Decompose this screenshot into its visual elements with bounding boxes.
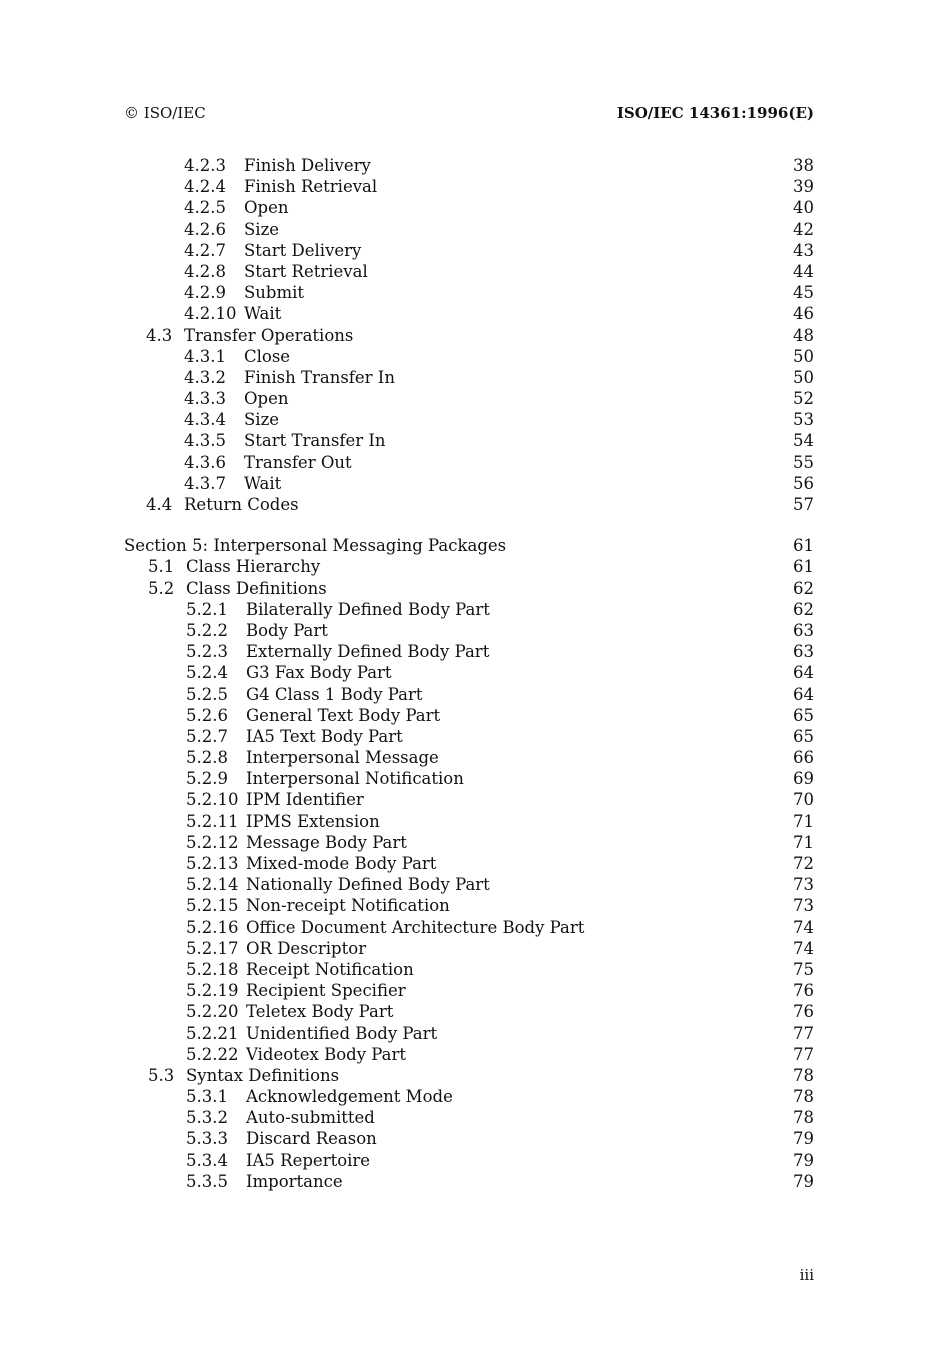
toc-entry[interactable]: [0, 176, 950, 197]
toc-entry[interactable]: [0, 430, 950, 451]
toc-entry[interactable]: [0, 1023, 950, 1044]
toc-entry-title: IPM Identifier: [246, 789, 370, 810]
toc-entry-title: Videotex Body Part: [246, 1044, 412, 1065]
toc-entry-title: Mixed-mode Body Part: [246, 853, 442, 874]
toc-entry-page: 77: [793, 1044, 814, 1064]
table-of-contents: [0, 155, 950, 1192]
toc-entry-title: Transfer Operations: [184, 325, 359, 346]
toc-entry-number: 4.3.5: [184, 430, 232, 451]
toc-entry-number: 4.3: [146, 325, 178, 346]
toc-entry-page: 65: [793, 726, 814, 746]
toc-entry-page: 55: [793, 452, 814, 472]
toc-entry-title: Finish Transfer In: [244, 367, 401, 388]
toc-entry[interactable]: [0, 895, 950, 916]
toc-entry-page: 75: [793, 959, 814, 979]
toc-entry[interactable]: [0, 535, 950, 556]
toc-entry[interactable]: [0, 346, 950, 367]
toc-entry-number: 5.2.2: [186, 620, 234, 641]
toc-entry-page: 73: [793, 896, 814, 916]
toc-entry-page: 74: [793, 938, 814, 958]
toc-entry-number: 5.2.17: [186, 938, 244, 959]
toc-entry-page: 52: [793, 389, 814, 409]
toc-entry-title: Auto-submitted: [246, 1107, 381, 1128]
toc-entry-page: 44: [793, 261, 814, 281]
toc-entry-title: Return Codes: [184, 494, 305, 515]
toc-entry[interactable]: [0, 1001, 950, 1022]
toc-entry-page: 66: [793, 748, 814, 768]
toc-entry[interactable]: [0, 620, 950, 641]
toc-entry-page: 76: [793, 1002, 814, 1022]
toc-entry-title: Class Definitions: [186, 578, 333, 599]
toc-entry-number: 5.2.8: [186, 747, 234, 768]
toc-entry-page: 48: [793, 325, 814, 345]
toc-entry-title: General Text Body Part: [246, 705, 446, 726]
toc-entry-page: 50: [793, 367, 814, 387]
toc-entry[interactable]: [0, 578, 950, 599]
toc-entry-title: Bilaterally Defined Body Part: [246, 599, 496, 620]
toc-entry-number: 5.3.3: [186, 1128, 234, 1149]
toc-entry-title: Importance: [246, 1171, 349, 1192]
toc-entry[interactable]: [0, 219, 950, 240]
toc-entry[interactable]: [0, 303, 950, 324]
toc-entry-number: 4.3.4: [184, 409, 232, 430]
toc-entry-page: 39: [793, 177, 814, 197]
toc-entry-number: 4.3.6: [184, 452, 232, 473]
toc-entry-page: 76: [793, 981, 814, 1001]
toc-entry-title: IPMS Extension: [246, 811, 386, 832]
toc-entry-number: 5.2.22: [186, 1044, 244, 1065]
toc-entry-number: 5.2.14: [186, 874, 244, 895]
toc-entry-page: 78: [793, 1065, 814, 1085]
toc-entry[interactable]: [0, 599, 950, 620]
toc-entry-title: OR Descriptor: [246, 938, 372, 959]
toc-entry-page: 38: [793, 156, 814, 175]
toc-entry-page: 43: [793, 240, 814, 260]
toc-entry-number: 4.3.1: [184, 346, 232, 367]
toc-entry[interactable]: [0, 768, 950, 789]
toc-entry-page: 79: [793, 1150, 814, 1170]
toc-entry-title: G3 Fax Body Part: [246, 662, 398, 683]
toc-entry-page: 62: [793, 599, 814, 619]
toc-entry[interactable]: [0, 197, 950, 218]
toc-entry-number: 4.2.7: [184, 240, 232, 261]
toc-entry[interactable]: [0, 240, 950, 261]
toc-entry[interactable]: [0, 938, 950, 959]
toc-entry-page: 40: [793, 198, 814, 218]
toc-entry-number: 5.3.2: [186, 1107, 234, 1128]
toc-entry-page: 71: [793, 832, 814, 852]
toc-entry[interactable]: [0, 1107, 950, 1128]
toc-entry[interactable]: [0, 832, 950, 853]
toc-entry-page: 78: [793, 1087, 814, 1107]
toc-entry[interactable]: [0, 388, 950, 409]
toc-entry-number: 5.2.4: [186, 662, 234, 683]
toc-entry-number: 4.2.6: [184, 219, 232, 240]
toc-entry-number: 5.2.12: [186, 832, 244, 853]
toc-entry-title: Body Part: [246, 620, 334, 641]
toc-entry-number: 5.3.1: [186, 1086, 234, 1107]
toc-entry[interactable]: [0, 980, 950, 1001]
toc-entry-title: Message Body Part: [246, 832, 413, 853]
toc-entry-page: 61: [793, 536, 814, 556]
toc-entry-page: 69: [793, 769, 814, 789]
toc-entry[interactable]: [0, 452, 950, 473]
toc-entry-number: 5.2.5: [186, 684, 234, 705]
toc-entry-number: 5.2.19: [186, 980, 244, 1001]
toc-entry-title: Teletex Body Part: [246, 1001, 399, 1022]
toc-entry-number: 5.2.6: [186, 705, 234, 726]
toc-entry-number: 4.3.3: [184, 388, 232, 409]
toc-entry[interactable]: [0, 1044, 950, 1065]
toc-entry-page: 63: [793, 642, 814, 662]
toc-entry-number: 5.2.18: [186, 959, 244, 980]
toc-entry-title: Interpersonal Notification: [246, 768, 470, 789]
toc-entry-title: Office Document Architecture Body Part: [246, 917, 590, 938]
toc-entry[interactable]: [0, 473, 950, 494]
toc-entry-page: 53: [793, 410, 814, 430]
toc-entry-title: Start Delivery: [244, 240, 367, 261]
toc-entry-page: 77: [793, 1023, 814, 1043]
toc-entry[interactable]: [0, 874, 950, 895]
toc-entry-page: 46: [793, 304, 814, 324]
toc-entry[interactable]: [0, 261, 950, 282]
toc-entry-page: 78: [793, 1108, 814, 1128]
toc-entry-title: Finish Retrieval: [244, 176, 383, 197]
toc-entry-title: Interpersonal Message: [246, 747, 445, 768]
toc-entry-title: Discard Reason: [246, 1128, 383, 1149]
toc-entry-page: 65: [793, 705, 814, 725]
toc-entry[interactable]: [0, 409, 950, 430]
toc-entry-number: 4.2.10: [184, 303, 242, 324]
toc-entry-title: Open: [244, 197, 294, 218]
toc-entry[interactable]: [0, 556, 950, 577]
toc-entry-page: 64: [793, 663, 814, 683]
toc-entry-title: Wait: [244, 473, 287, 494]
toc-entry-title: Size: [244, 219, 285, 240]
toc-entry-title: Acknowledgement Mode: [246, 1086, 459, 1107]
toc-entry[interactable]: [0, 641, 950, 662]
toc-entry[interactable]: [0, 662, 950, 683]
toc-entry-number: 4.2.8: [184, 261, 232, 282]
toc-entry-number: 5.2.10: [186, 789, 244, 810]
toc-entry-number: 5.3.5: [186, 1171, 234, 1192]
toc-entry-title: Open: [244, 388, 294, 409]
toc-entry[interactable]: [0, 917, 950, 938]
toc-entry-page: 57: [793, 495, 814, 514]
toc-entry-number: 4.4: [146, 494, 178, 515]
toc-entry-title: IA5 Text Body Part: [246, 726, 409, 747]
toc-entry-page: 74: [793, 917, 814, 937]
header-right: ISO/IEC 14361:1996(E): [616, 104, 814, 122]
toc-entry-page: 62: [793, 578, 814, 598]
toc-entry-number: 4.2.3: [184, 155, 232, 176]
toc-entry-title: Non-receipt Notification: [246, 895, 456, 916]
toc-entry-number: 4.3.7: [184, 473, 232, 494]
toc-entry[interactable]: [0, 1065, 950, 1086]
toc-entry-page: 79: [793, 1171, 814, 1191]
toc-entry-page: 73: [793, 875, 814, 895]
toc-entry-number: 4.3.2: [184, 367, 232, 388]
toc-entry-number: 5.3: [148, 1065, 180, 1086]
toc-entry-page: 56: [793, 473, 814, 493]
toc-entry-page: 63: [793, 620, 814, 640]
toc-entry-title: Receipt Notification: [246, 959, 420, 980]
toc-entry-number: 4.2.9: [184, 282, 232, 303]
toc-entry-title: Nationally Defined Body Part: [246, 874, 496, 895]
toc-entry-title: Close: [244, 346, 296, 367]
header-left: © ISO/IEC: [124, 104, 206, 122]
toc-entry-page: 64: [793, 684, 814, 704]
toc-entry-title: Class Hierarchy: [186, 556, 326, 577]
toc-entry-title: Size: [244, 409, 285, 430]
toc-entry-number: 5.2.3: [186, 641, 234, 662]
toc-entry-page: 70: [793, 790, 814, 810]
toc-entry-title: Start Retrieval: [244, 261, 374, 282]
toc-entry-page: 72: [793, 854, 814, 873]
toc-entry-number: 5.2.21: [186, 1023, 244, 1044]
toc-entry[interactable]: [0, 705, 950, 726]
toc-entry-page: 50: [793, 346, 814, 366]
toc-entry-page: 54: [793, 431, 814, 451]
toc-entry[interactable]: [0, 1086, 950, 1107]
toc-entry-page: 42: [793, 219, 814, 239]
toc-entry-number: 5.2.15: [186, 895, 244, 916]
toc-entry[interactable]: [0, 747, 950, 768]
toc-entry-number: 5.2.20: [186, 1001, 244, 1022]
toc-entry-title: Recipient Specifier: [246, 980, 412, 1001]
toc-entry-title: Externally Defined Body Part: [246, 641, 495, 662]
toc-entry-number: 5.1: [148, 556, 180, 577]
toc-entry[interactable]: [0, 282, 950, 303]
toc-entry[interactable]: [0, 1150, 950, 1171]
toc-entry[interactable]: [0, 959, 950, 980]
toc-entry-number: 4.2.4: [184, 176, 232, 197]
toc-entry[interactable]: [0, 853, 950, 874]
toc-entry-title: G4 Class 1 Body Part: [246, 684, 429, 705]
toc-entry-number: 5.3.4: [186, 1150, 234, 1171]
toc-entry[interactable]: [0, 811, 950, 832]
toc-entry[interactable]: [0, 367, 950, 388]
toc-entry-title: Unidentified Body Part: [246, 1023, 443, 1044]
toc-entry-number: 5.2.11: [186, 811, 244, 832]
toc-entry-number: 5.2.13: [186, 853, 244, 874]
toc-entry-number: 4.2.5: [184, 197, 232, 218]
toc-entry-title: Wait: [244, 303, 287, 324]
toc-entry[interactable]: [0, 1128, 950, 1149]
toc-entry-title: Transfer Out: [244, 452, 358, 473]
toc-entry-number: 5.2.7: [186, 726, 234, 747]
toc-entry[interactable]: [0, 325, 950, 346]
toc-entry-title: Section 5: Interpersonal Messaging Packages: [124, 535, 512, 556]
toc-entry-page: 79: [793, 1129, 814, 1149]
toc-entry-number: 5.2.9: [186, 768, 234, 789]
toc-entry-title: Syntax Definitions: [186, 1065, 345, 1086]
toc-entry[interactable]: [0, 155, 950, 176]
toc-entry-title: Start Transfer In: [244, 430, 392, 451]
toc-entry[interactable]: [0, 1171, 950, 1192]
toc-entry-page: 71: [793, 811, 814, 831]
toc-entry[interactable]: [0, 789, 950, 810]
toc-entry-title: IA5 Repertoire: [246, 1150, 376, 1171]
toc-entry-title: Finish Delivery: [244, 155, 377, 176]
toc-entry-page: 45: [793, 283, 814, 303]
toc-entry-number: 5.2.1: [186, 599, 234, 620]
toc-entry-number: 5.2: [148, 578, 180, 599]
toc-entry[interactable]: [0, 494, 950, 515]
toc-entry[interactable]: [0, 726, 950, 747]
toc-entry-title: Submit: [244, 282, 310, 303]
page-number: iii: [799, 1266, 814, 1284]
toc-entry-number: 5.2.16: [186, 917, 244, 938]
toc-entry-page: 61: [793, 557, 814, 577]
toc-entry[interactable]: [0, 684, 950, 705]
